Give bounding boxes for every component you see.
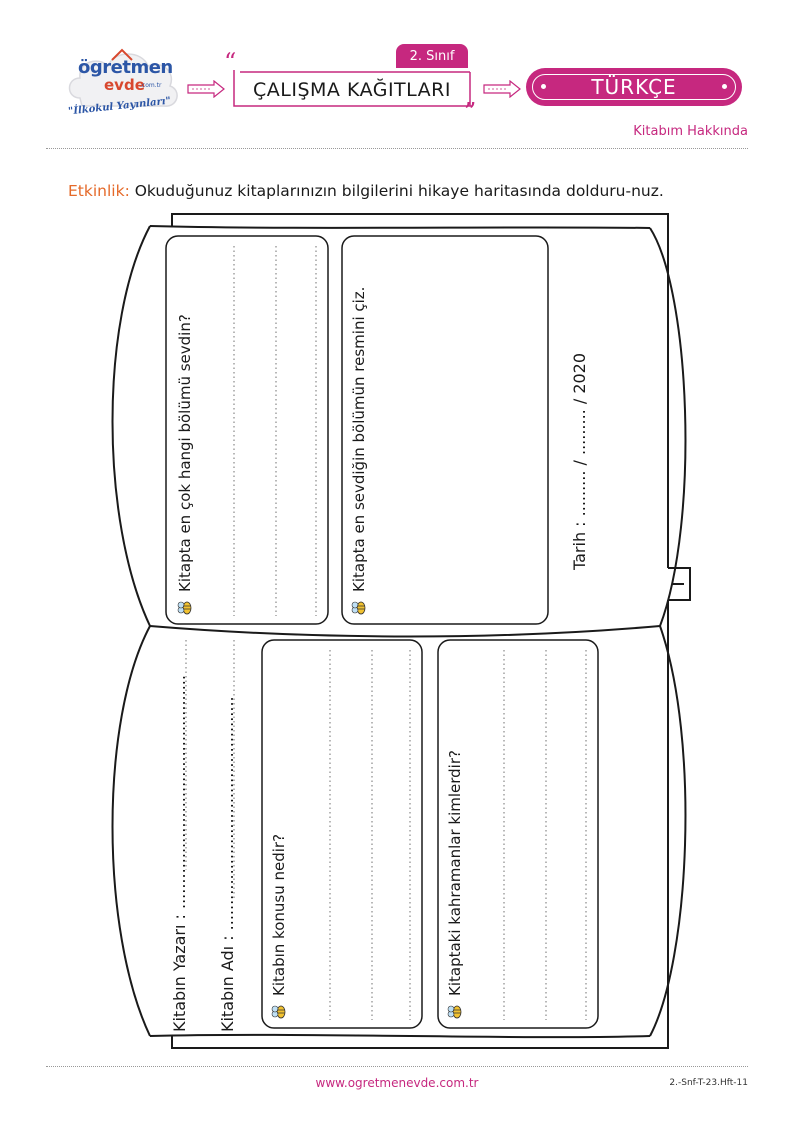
author-field (170, 632, 189, 1032)
bee-icon (351, 598, 367, 618)
svg-text:“: “ (224, 48, 237, 76)
question-draw-part-label: Kitapta en sevdiğin bölümün resmini çiz. (350, 286, 368, 592)
topic-label: Kitabım Hakkında (633, 124, 748, 139)
instructions-label: Etkinlik: (68, 182, 130, 200)
bee-icon (447, 1002, 463, 1022)
question-draw-part (350, 248, 368, 618)
page-title: ÇALIŞMA KAĞITLARI (253, 79, 451, 101)
book-name-label: Kitabın Adı : .............................................. (218, 696, 237, 1032)
question-favorite-part (176, 248, 194, 618)
svg-text:”: ” (464, 98, 477, 118)
logo-text-evde: evde (104, 76, 145, 94)
grade-badge: 2. Sınıf (396, 44, 468, 68)
date-field (570, 270, 589, 570)
question-characters-label: Kitaptaki kahramanlar kimlerdir? (446, 750, 464, 996)
date-label: Tarih : ......... / ......... / 2020 (570, 352, 589, 570)
footer-divider (46, 1066, 748, 1067)
footer-url[interactable]: www.ogretmenevde.com.tr (315, 1076, 479, 1090)
question-topic (270, 652, 288, 1022)
question-favorite-part-label: Kitapta en çok hangi bölümü sevdin? (176, 314, 194, 592)
logo-domain: .com.tr (140, 82, 162, 89)
bee-icon (271, 1002, 287, 1022)
question-topic-label: Kitabın konusu nedir? (270, 833, 288, 996)
subject-label: TÜRKÇE (532, 74, 736, 100)
book-name-field (218, 632, 237, 1032)
bee-icon (177, 598, 193, 618)
author-label: Kitabın Yazarı : .............................................. (170, 675, 189, 1032)
footer-code: 2.-Snf-T-23.Hft-11 (669, 1078, 748, 1088)
logo-tagline: "İlkokul Yayınları" (67, 95, 172, 118)
instructions-text: Okuduğunuz kitaplarınızın bilgilerini hikaye haritasında dolduru-nuz. (134, 182, 664, 200)
logo-text-ogretmen: ögretmen (78, 57, 173, 78)
question-characters (446, 652, 464, 1022)
